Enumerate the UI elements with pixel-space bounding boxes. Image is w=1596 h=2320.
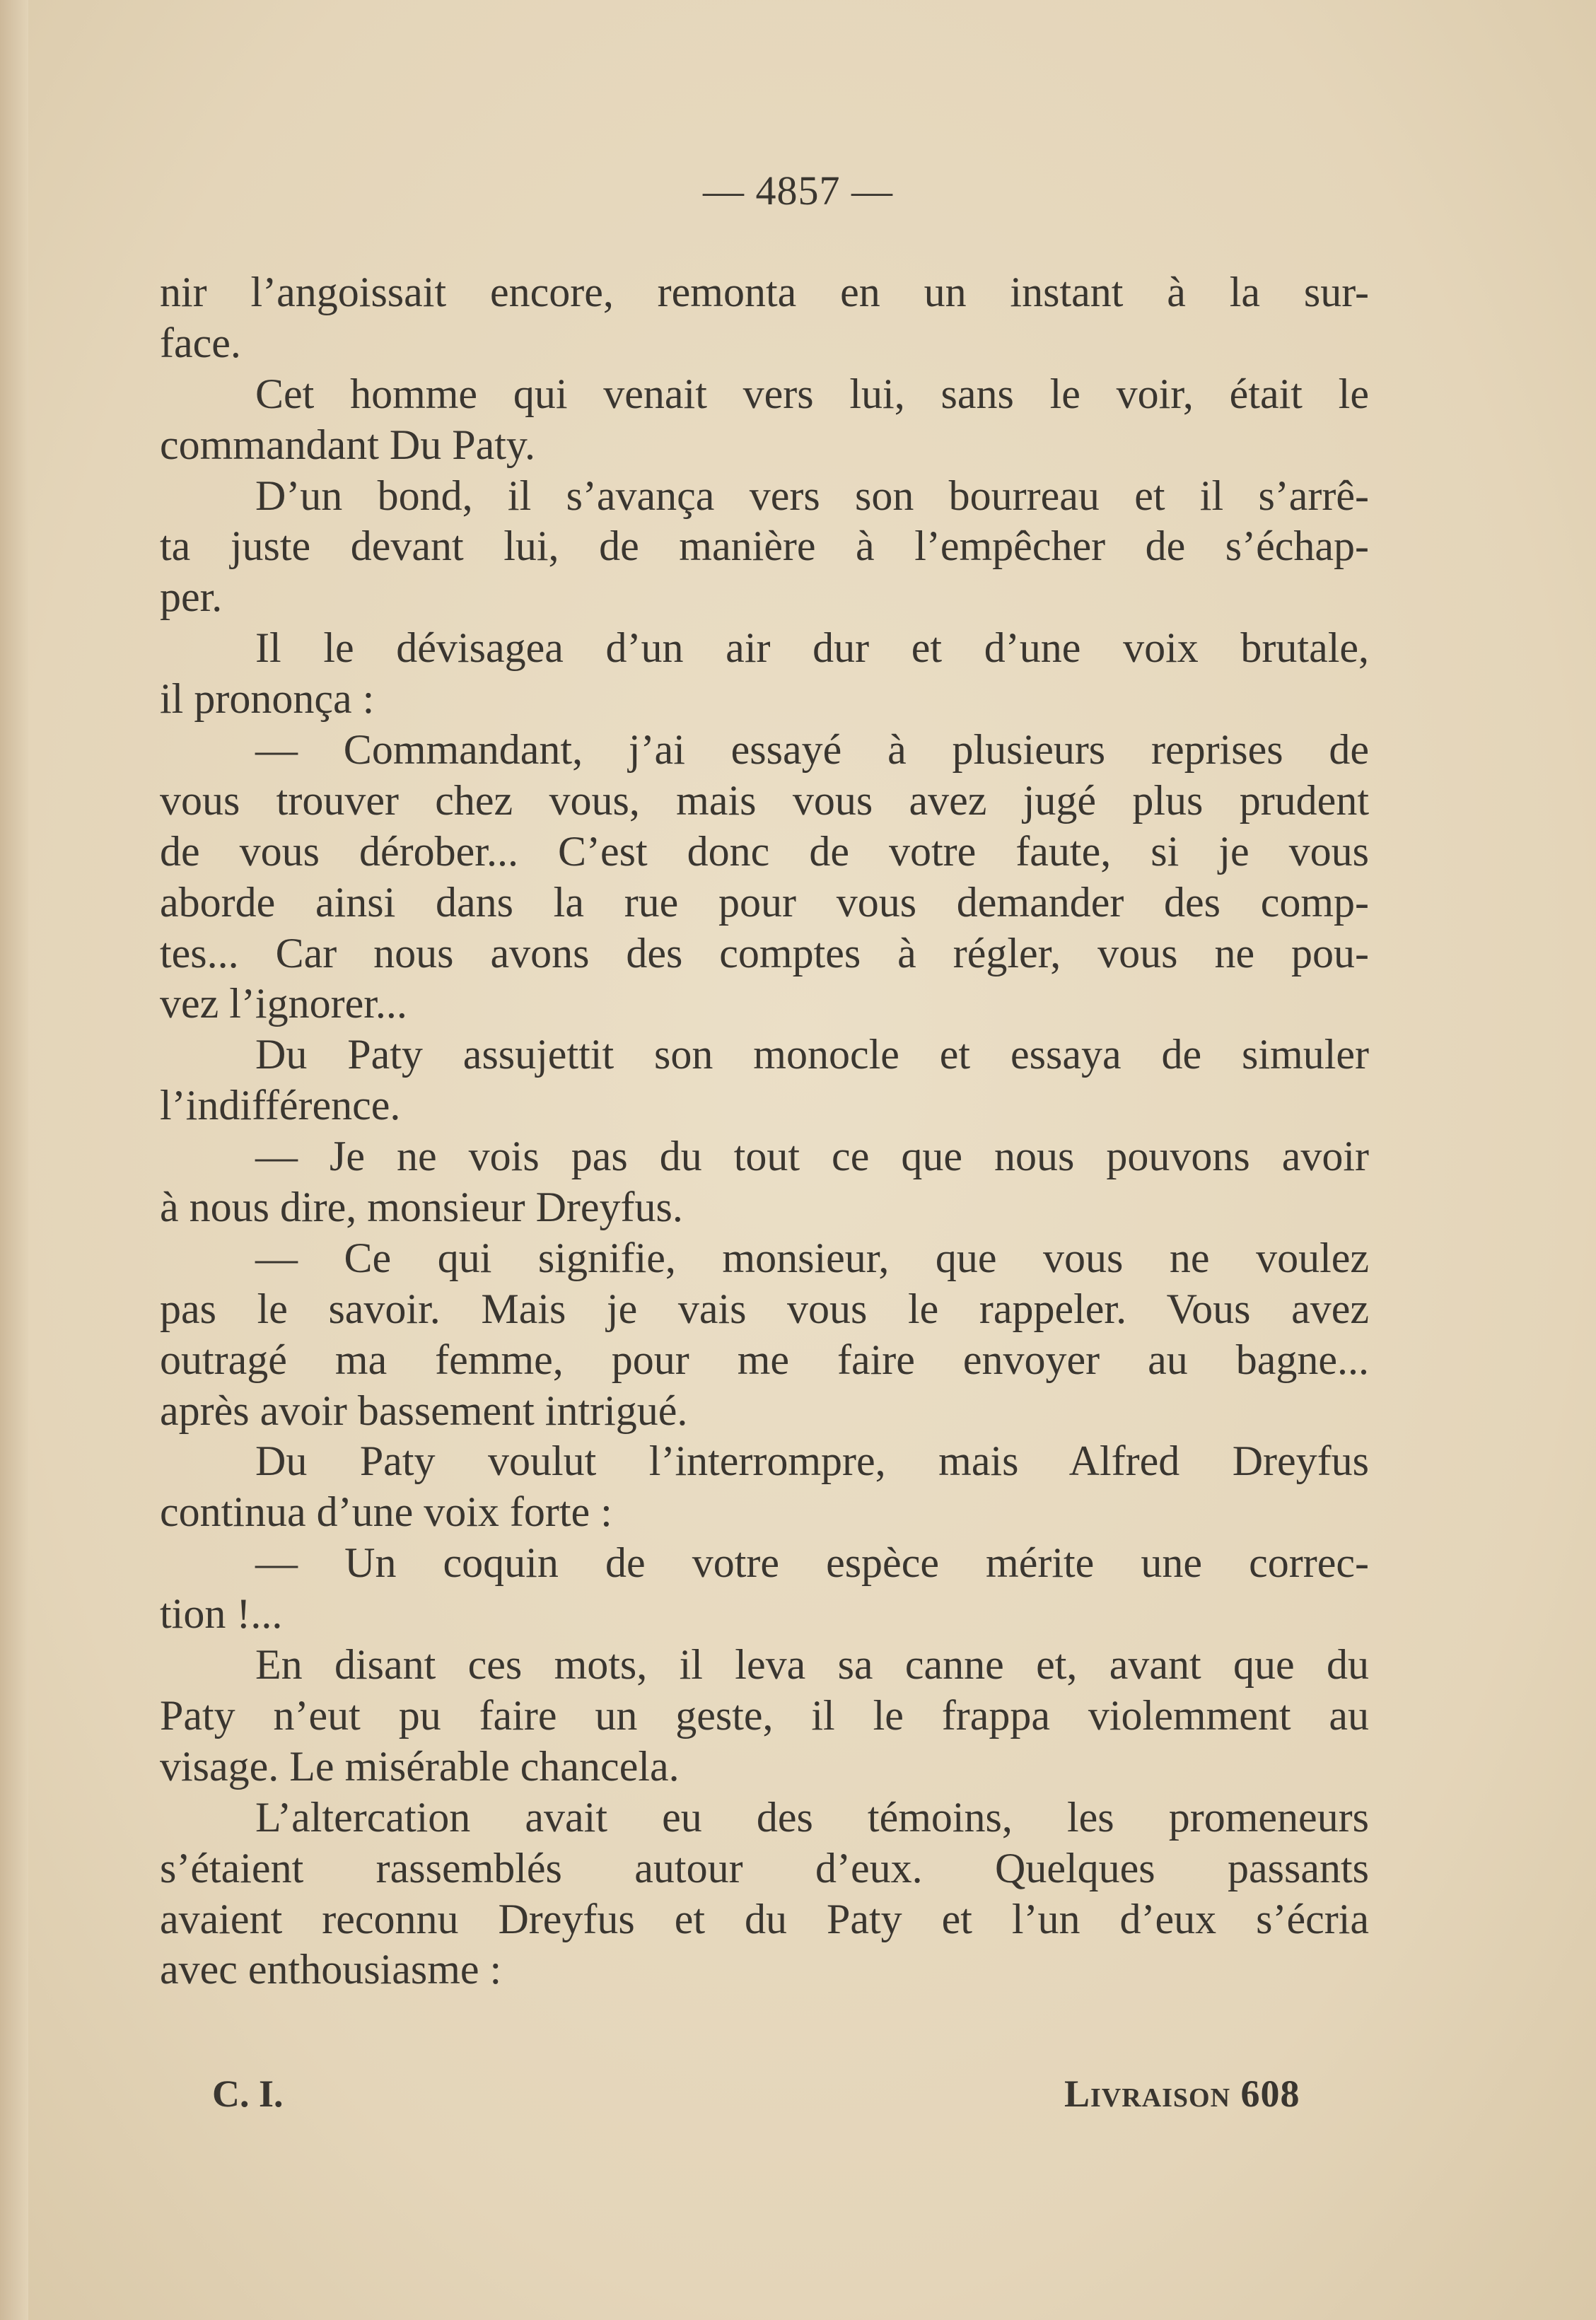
text-line: ta juste devant lui, de manière à l’empêcher de s’échap- (160, 523, 1369, 570)
text-line: En disant ces mots, il leva sa canne et, avant que du (255, 1641, 1369, 1689)
text-line: outragé ma femme, pour me faire envoyer au bagne... (160, 1336, 1369, 1383)
text-line: vous trouver chez vous, mais vous avez jugé plus prudent (160, 776, 1369, 824)
text-line: avaient reconnu Dreyfus et du Paty et l’un d’eux s’écria (160, 1895, 1369, 1942)
text-line: commandant Du Paty. (160, 421, 536, 468)
text-line: Paty n’eut pu faire un geste, il le frappa violemment au (160, 1691, 1369, 1739)
text-line: pas le savoir. Mais je vais vous le rappeler. Vous avez (160, 1285, 1369, 1332)
text-line: Cet homme qui venait vers lui, sans le voir, était le (255, 370, 1369, 417)
text-line: avec enthousiasme : (160, 1946, 502, 1993)
text-line: — Un coquin de votre espèce mérite une correc- (255, 1539, 1369, 1587)
text-line: Il le dévisagea d’un air dur et d’une voix brutale, (255, 624, 1369, 672)
text-line: nir l’angoissait encore, remonta en un instant à la sur- (160, 269, 1369, 315)
body-text (160, 267, 1369, 1995)
text-line: à nous dire, monsieur Dreyfus. (160, 1184, 683, 1231)
text-line: s’étaient rassemblés autour d’eux. Quelques passants (160, 1844, 1369, 1891)
footer-signature-mark: C. I. (212, 2073, 284, 2115)
text-line: — Ce qui signifie, monsieur, que vous ne voulez (255, 1234, 1369, 1281)
text-line: il prononça : (160, 675, 375, 723)
text-line: l’indifférence. (160, 1082, 401, 1129)
text-line: tes... Car nous avons des comptes à régler, vous ne pou- (160, 929, 1369, 977)
text-line: — Je ne vois pas du tout ce que nous pouvons avoir (255, 1133, 1369, 1180)
text-line: continua d’une voix forte : (160, 1488, 612, 1536)
footer-livraison: Livraison 608 (1064, 2073, 1300, 2115)
text-line: tion !... (160, 1590, 283, 1638)
text-line: aborde ainsi dans la rue pour vous demander des comp- (160, 878, 1369, 926)
text-line: per. (160, 573, 223, 621)
text-line: vez l’ignorer... (160, 980, 407, 1027)
text-line: après avoir bassement intrigué. (160, 1387, 688, 1434)
text-line: L’altercation avait eu des témoins, les promeneurs (255, 1793, 1369, 1841)
text-line: — Commandant, j’ai essayé à plusieurs reprises de (255, 726, 1369, 774)
text-line: visage. Le misérable chancela. (160, 1742, 680, 1790)
text-line: D’un bond, il s’avança vers son bourreau et il s’arrê- (255, 472, 1369, 519)
text-line: face. (160, 319, 241, 366)
text-line: Du Paty voulut l’interrompre, mais Alfred Dreyfus (255, 1438, 1369, 1485)
page-edge (0, 0, 28, 2320)
text-line: de vous dérober... C’est donc de votre faute, si je vous (160, 827, 1369, 875)
text-line: Du Paty assujettit son monocle et essaya de simuler (255, 1031, 1369, 1078)
page-number: — 4857 — (703, 168, 893, 214)
